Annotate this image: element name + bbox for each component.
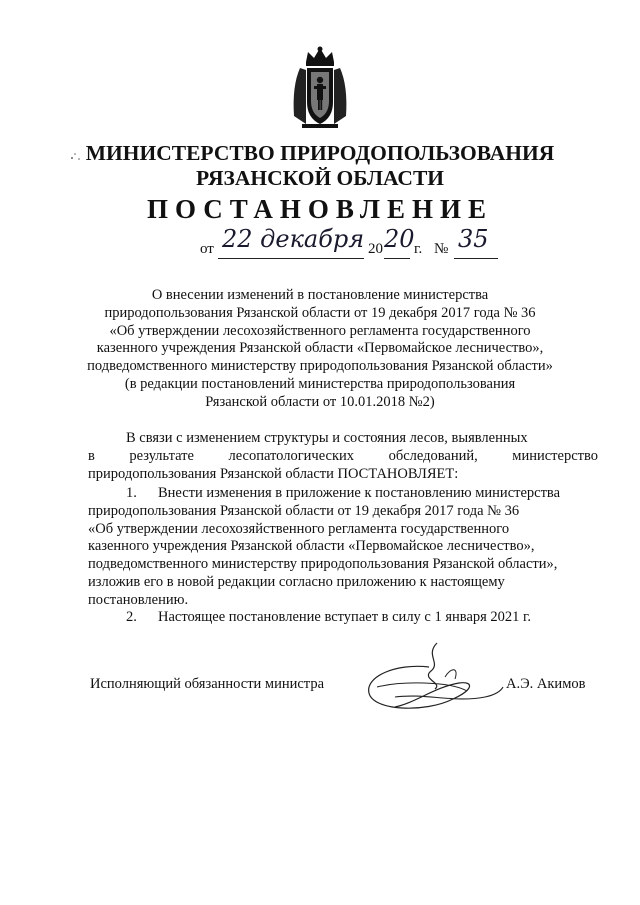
- date-prefix: от: [200, 241, 214, 257]
- item-1-number: 1.: [126, 485, 137, 501]
- body-line-justified: [88, 448, 598, 466]
- item-1-line3: «Об утверждении лесохозяйственного регламента государственного: [88, 520, 510, 537]
- year-unit: г.: [414, 241, 423, 257]
- word: результате: [129, 447, 194, 464]
- handwritten-day-month: 22 декабря: [222, 225, 365, 253]
- subject-line: О внесении изменений в постановление министерства: [151, 287, 489, 303]
- coat-of-arms-icon: [286, 46, 354, 130]
- year-prefix: 20: [368, 241, 383, 257]
- item-2-number: 2.: [126, 609, 137, 625]
- subject-line: природопользования Рязанской области от 19 декабря 2017 года № 36: [104, 304, 536, 321]
- item-1-line4: казенного учреждения Рязанской области «Первомайское лесничество»,: [88, 538, 535, 555]
- date-underline: [218, 258, 364, 259]
- document-subject: [60, 287, 580, 412]
- handwritten-number: 35: [458, 225, 489, 253]
- word: лесопатологических: [228, 447, 355, 464]
- signatory-position: Исполняющий обязанности министра: [90, 676, 325, 692]
- year-underline: [384, 258, 410, 259]
- number-sign: №: [434, 241, 449, 257]
- word: обследований,: [388, 447, 478, 464]
- intro-paragraph: [88, 430, 598, 483]
- item-1-first-line: [88, 485, 598, 503]
- body-line: природопользования Рязанской области ПОСТАНОВЛЯЕТ:: [88, 465, 459, 482]
- signatory-name: А.Э. Акимов: [506, 676, 586, 692]
- item-1-line6: изложив его в новой редакции согласно приложению к настоящему: [88, 573, 505, 590]
- item-1-line5: подведомственного министерству природопользования Рязанской области»,: [88, 556, 558, 573]
- signature-icon: [355, 637, 505, 727]
- ministry-name-line2: РЯЗАНСКОЙ ОБЛАСТИ: [195, 166, 445, 190]
- subject-line: Рязанской области от 10.01.2018 №2): [205, 393, 435, 410]
- body-line: [88, 430, 598, 448]
- word: министерство: [512, 447, 598, 464]
- handwritten-year-suffix: 20: [384, 225, 415, 253]
- subject-line: (в редакции постановлений министерства природопользования: [124, 375, 516, 392]
- subject-line: «Об утверждении лесохозяйственного регламента государственного: [109, 322, 531, 339]
- subject-line: подведомственного министерству природопользования Рязанской области»: [87, 358, 553, 375]
- item-2-line: [88, 609, 598, 627]
- word: в: [88, 447, 95, 464]
- item-1-line2: природопользования Рязанской области от 19 декабря 2017 года № 36: [88, 502, 520, 519]
- item-1-line1: Внести изменения в приложение к постановлению министерства: [158, 485, 561, 501]
- number-underline: [454, 258, 498, 259]
- ministry-name-line1: МИНИСТЕРСТВО ПРИРОДОПОЛЬЗОВАНИЯ: [85, 141, 555, 165]
- item-2-text: Настоящее постановление вступает в силу с 1 января 2021 г.: [158, 609, 531, 625]
- document-title: ПОСТАНОВЛЕНИЕ: [146, 194, 494, 224]
- subject-line: казенного учреждения Рязанской области «Первомайское лесничество»,: [96, 340, 544, 357]
- item-2-paragraph: [88, 609, 598, 627]
- date-number-line: [0, 227, 640, 267]
- item-1-line7: постановлению.: [88, 591, 189, 608]
- item-1-paragraph: [88, 485, 598, 610]
- body-line-text: В связи с изменением структуры и состояния лесов, выявленных: [126, 430, 528, 446]
